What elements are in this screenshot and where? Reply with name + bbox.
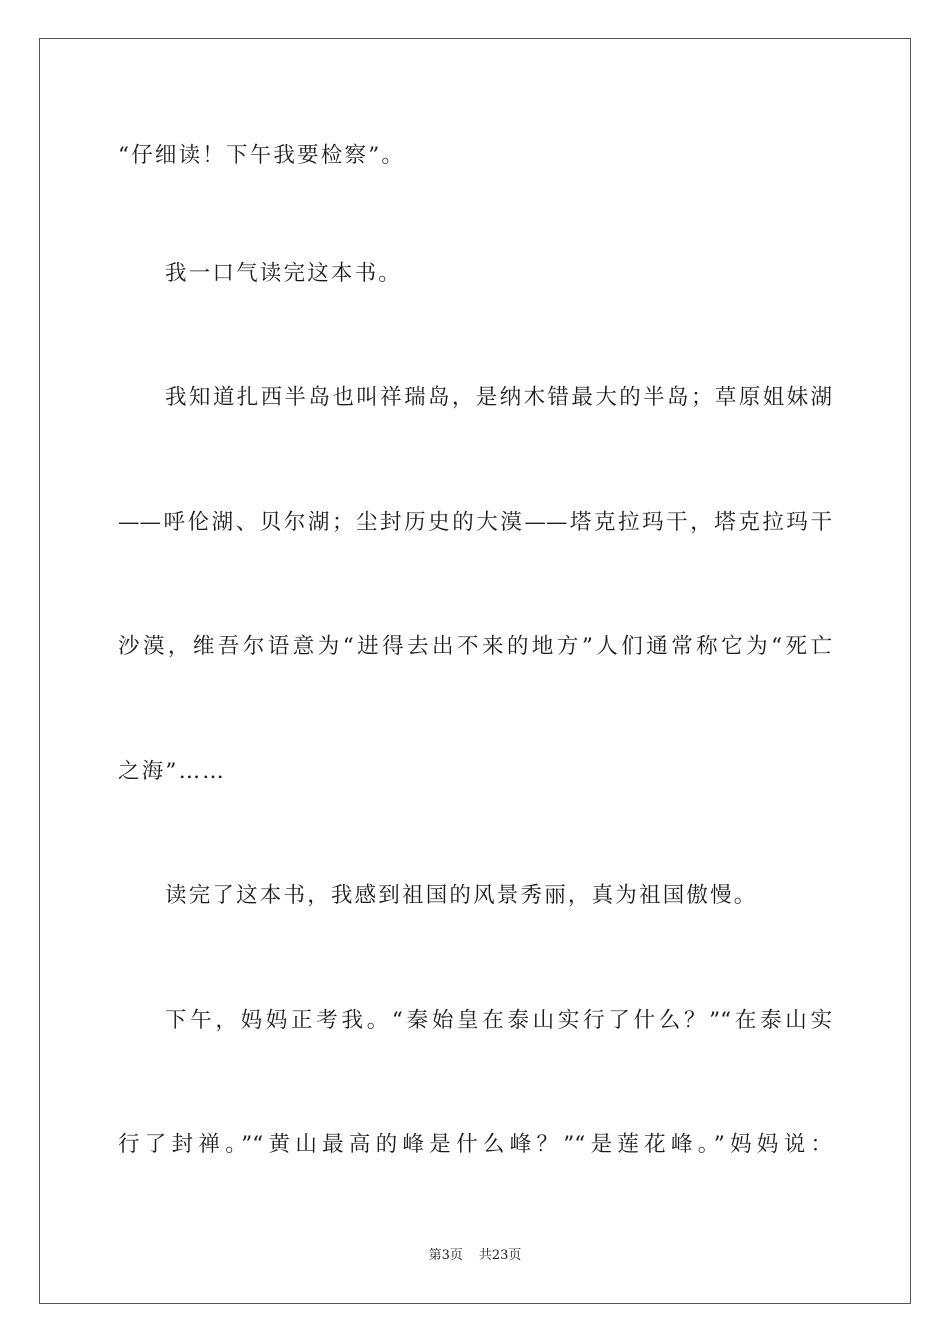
text-line-9: 行了封禅。”“黄山最高的峰是什么峰？”“是莲花峰。”妈妈说：: [118, 1132, 832, 1157]
page-number: 第3页: [428, 1248, 463, 1263]
text-line-6: 之海”……: [118, 759, 226, 784]
page-border: [39, 38, 911, 1304]
text-line-7: 读完了这本书，我感到祖国的风景秀丽，真为祖国傲慢。: [165, 883, 758, 908]
text-line-8: 下午，妈妈正考我。“秦始皇在泰山实行了什么？”“在泰山实: [165, 1008, 832, 1033]
page-footer: [0, 1247, 950, 1265]
total-pages: 共23页: [478, 1248, 522, 1263]
text-line-5: 沙漠，维吾尔语意为“进得去出不来的地方”人们通常称它为“死亡: [118, 634, 832, 659]
text-line-2: 我一口气读完这本书。: [165, 261, 403, 286]
text-line-4: ——呼伦湖、贝尔湖；尘封历史的大漠——塔克拉玛干，塔克拉玛干: [118, 510, 832, 535]
text-line-3: 我知道扎西半岛也叫祥瑞岛，是纳木错最大的半岛；草原姐妹湖: [165, 385, 832, 410]
text-line-1: “仔细读！下午我要检察”。: [118, 143, 406, 168]
